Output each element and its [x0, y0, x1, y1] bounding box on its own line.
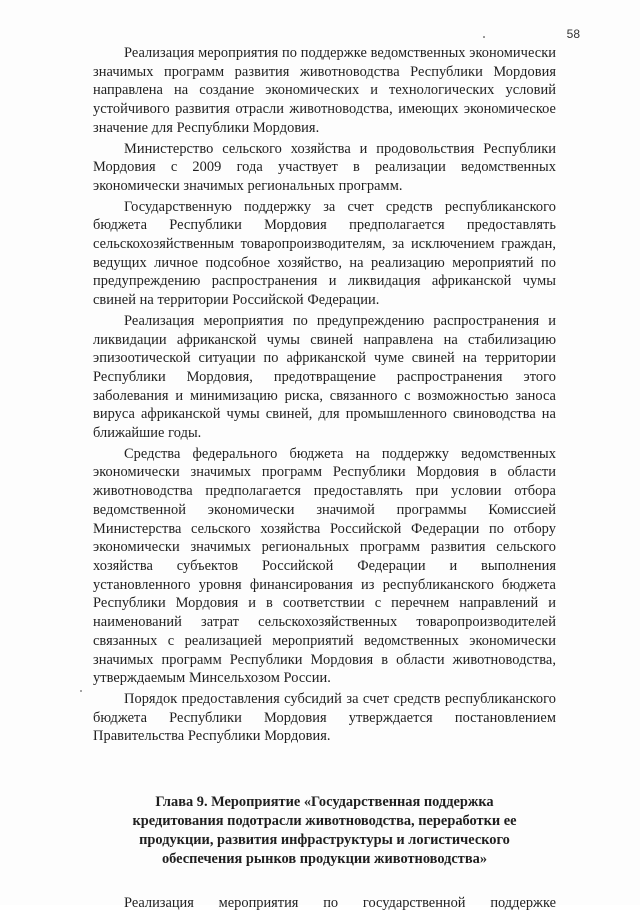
- paragraph: Порядок предоставления субсидий за счет средств республиканского бюджета Республики Мордовия утверждается постановлением Правительства Республики Мордовия.: [93, 690, 556, 745]
- scan-speck: [483, 36, 485, 38]
- paragraph: Реализация мероприятия по предупреждению распространения и ликвидации африканской чумы свиней направлена на стабилизацию эпизоотической ситуации по африканской чуме свиней на территории Республики Мордовия, предотвращение распространения этого заболевания и минимизацию риска, связанного с возможностью заноса вируса африканской чумы свиней, для промышленного свиноводства на ближайшие годы.: [93, 312, 556, 442]
- chapter-heading: Глава 9. Мероприятие «Государственная поддержка кредитования подотрасли животноводства, переработки ее продукции, развития инфраструктуры и логистического обеспечения рынков продукции животноводства»: [132, 794, 517, 868]
- paragraph: Реализация мероприятия по поддержке ведомственных экономически значимых программ развития животноводства Республики Мордовия направлена на создание экономических и технологических условий устойчивого развития отрасли животноводства, имеющих экономическое значение для Республики Мордовия.: [93, 45, 556, 136]
- paragraph: Государственную поддержку за счет средств республиканского бюджета Республики Мордовия предполагается предоставлять сельскохозяйственным товаропроизводителям, за исключением граждан, ведущих личное подсобное хозяйство, на реализацию мероприятий по предупреждению распространения и ликвидация африканской чумы свиней на территории Российской Федерации.: [93, 198, 556, 309]
- page-number: 58: [566, 27, 580, 41]
- scan-speck: [80, 690, 82, 692]
- paragraph: Министерство сельского хозяйства и продовольствия Республики Мордовия с 2009 года участвует в реализации ведомственных экономически значимых региональных программ.: [93, 140, 556, 194]
- document-body: [93, 44, 556, 913]
- paragraph: Средства федерального бюджета на поддержку ведомственных экономически значимых программ Республики Мордовия в области животноводства предполагается предоставлять при условии отбора ведомственной экономически значимой программы Комиссией Министерства сельского хозяйства Российской Федерации по отбору экономически значимых региональных программ развития сельского хозяйства субъектов Российской Федерации и выполнения установленного уровня финансирования из республиканского бюджета Республики Мордовия и в соответствии с перечнем направлений и наименований затрат сельскохозяйственных товаропроизводителей связанных с реализацией мероприятий ведомственных экономически значимых программ Республики Мордовия в области животноводства, утверждаемым Минсельхозом России.: [93, 445, 556, 687]
- closing-line: Реализация мероприятия по государственной поддержке: [124, 895, 556, 912]
